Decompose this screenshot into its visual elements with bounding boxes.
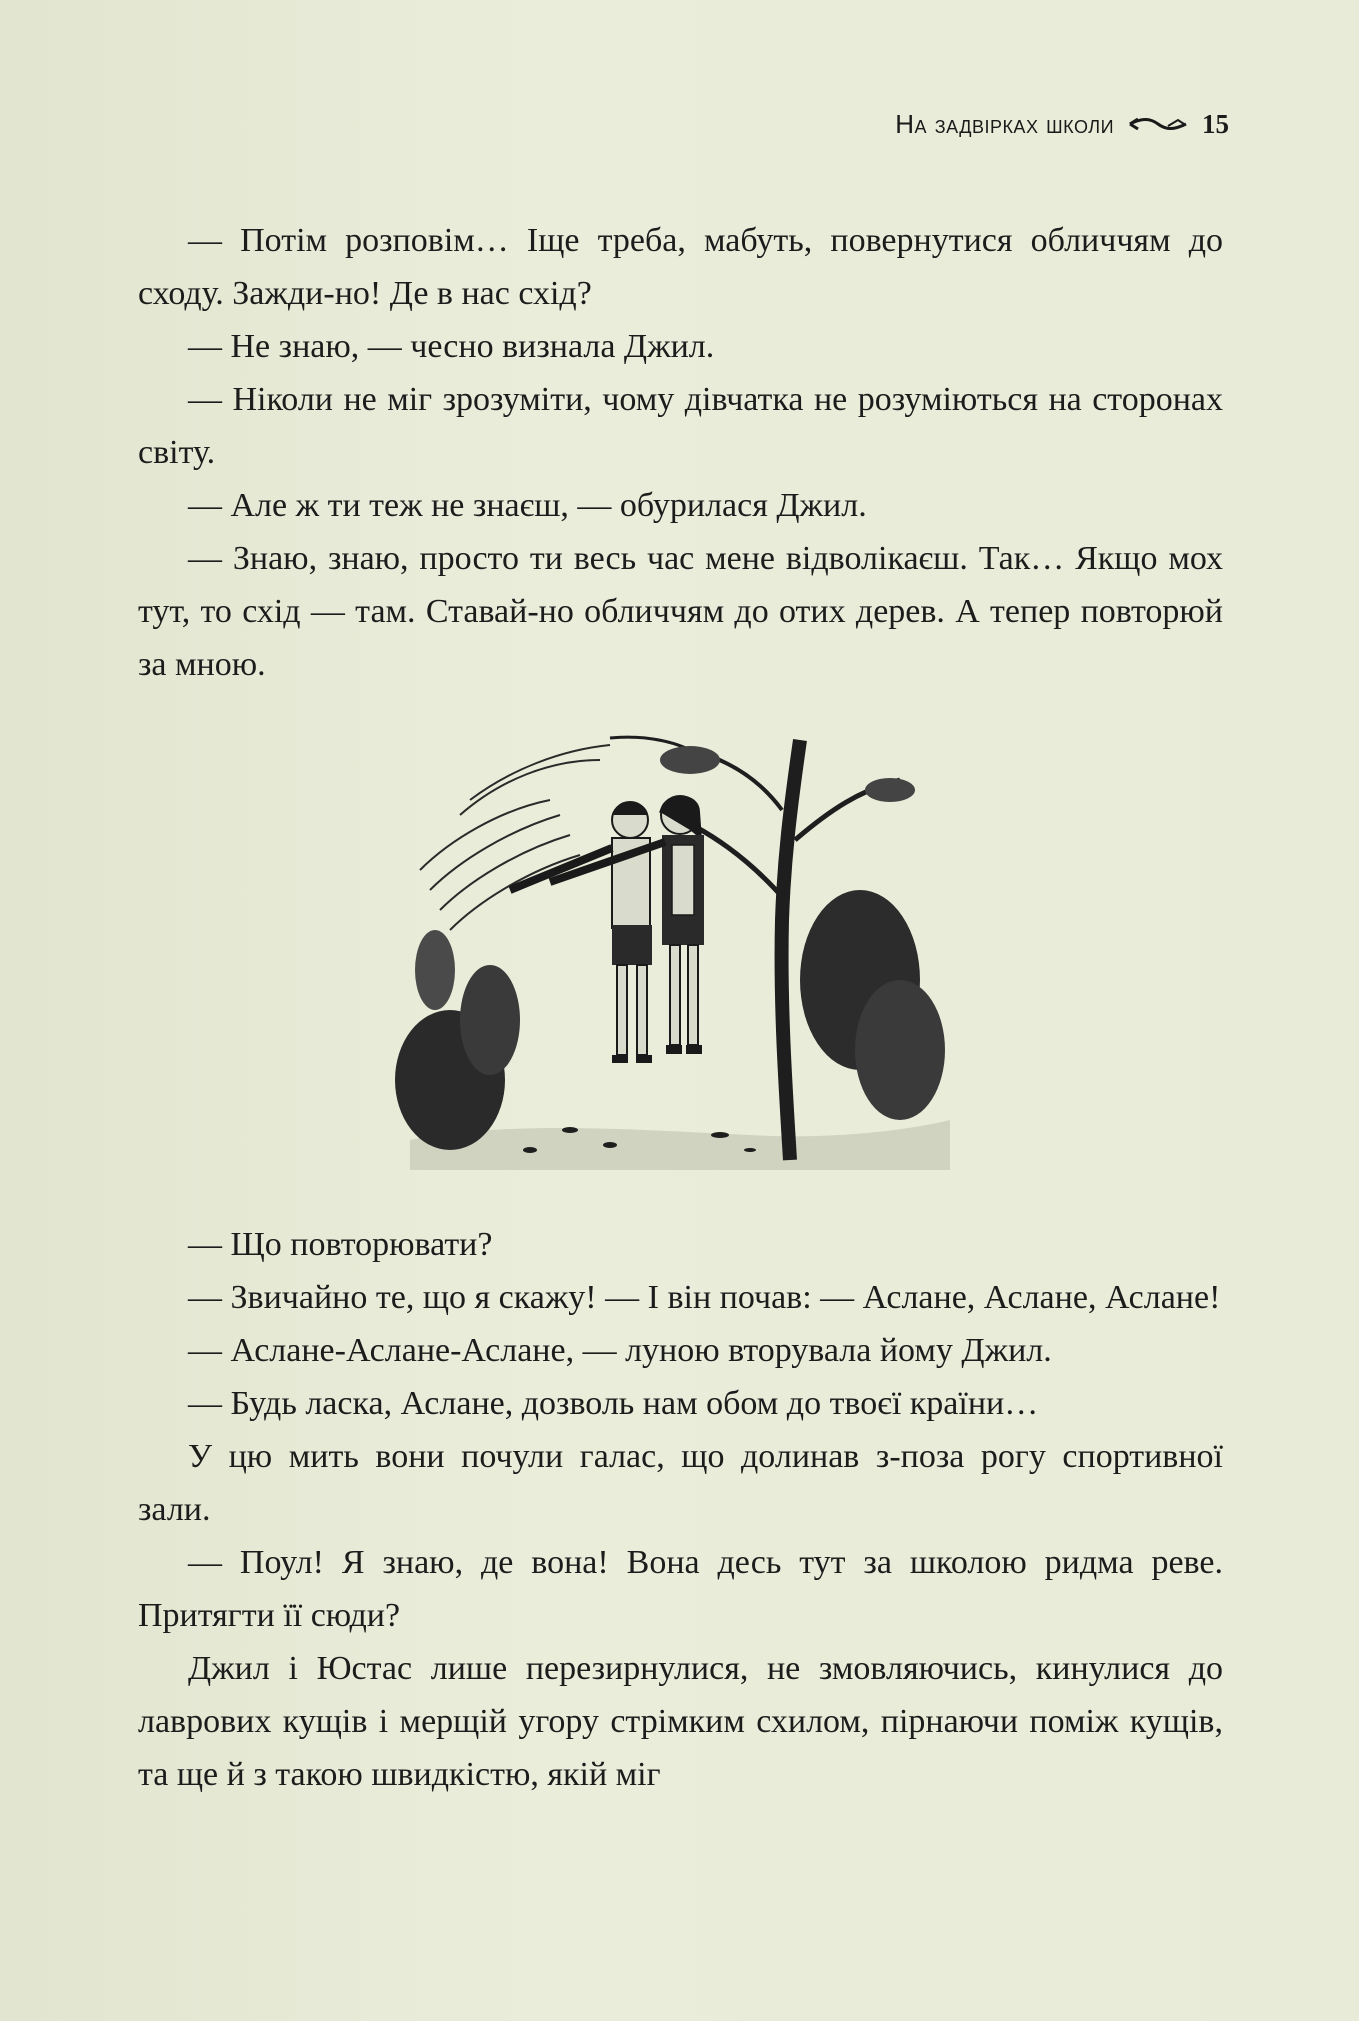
page-number: 15 bbox=[1202, 108, 1229, 139]
paragraph: Джил і Юстас лише перезирнулися, не змовляючись, кинулися до лаврових кущів і мерщій угору стрімким схилом, пірнаючи поміж кущів, та ще й з такою швидкістю, якій міг bbox=[138, 1650, 1223, 1793]
paragraph: — Що повторювати? bbox=[188, 1226, 493, 1263]
engraving-illustration bbox=[390, 720, 960, 1170]
paragraph: — Будь ласка, Аслане, дозволь нам обом до твоєї країни… bbox=[188, 1385, 1039, 1422]
paragraph: — Не знаю, — чесно визнала Джил. bbox=[188, 328, 715, 365]
page-header bbox=[895, 104, 1229, 144]
paragraph: — Але ж ти теж не знаєш, — обурилася Джил. bbox=[188, 487, 867, 524]
paragraph: У цю мить вони почули галас, що долинав з-поза рогу спортивної зали. bbox=[138, 1438, 1223, 1528]
text-block-bottom bbox=[138, 1218, 1223, 1801]
paragraph: — Аслане-Аслане-Аслане, — луною вторувала йому Джил. bbox=[188, 1332, 1052, 1369]
paragraph: — Звичайно те, що я скажу! — І він почав: — Аслане, Аслане, Аслане! bbox=[188, 1279, 1221, 1316]
paragraph: — Ніколи не міг зрозуміти, чому дівчатка не розуміються на сторонах світу. bbox=[138, 381, 1223, 471]
paragraph: — Знаю, знаю, просто ти весь час мене відволікаєш. Так… Якщо мох тут, то схід — там. Ставай-но обличчям до отих дерев. А тепер повторюй за мною. bbox=[138, 540, 1223, 683]
arrow-ornament-icon bbox=[1128, 114, 1188, 134]
running-title: На задвірках школи bbox=[895, 108, 1114, 139]
paragraph: — Потім розповім… Іще треба, мабуть, повернутися обличчям до сходу. Зажди-но! Де в нас схід? bbox=[138, 222, 1223, 312]
paragraph: — Поул! Я знаю, де вона! Вона десь тут за школою ридма реве. Притягти її сюди? bbox=[138, 1544, 1223, 1634]
text-block-top bbox=[138, 214, 1223, 691]
